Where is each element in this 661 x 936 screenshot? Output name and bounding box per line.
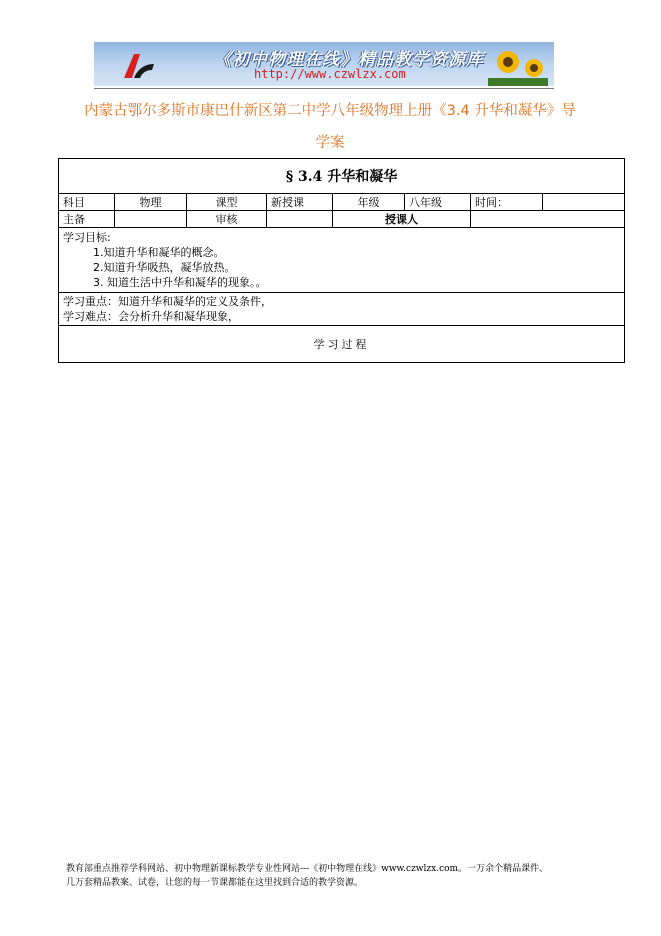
sunflower-icon <box>488 46 548 86</box>
logo-icon <box>122 50 156 80</box>
learning-goal-item: 1.知道升华和凝华的概念。 <box>93 246 225 259</box>
table-row <box>59 211 625 228</box>
document-title-line1: 内蒙古鄂尔多斯市康巴什新区第二中学八年级物理上册《3.4 升华和凝华》导 <box>84 103 576 119</box>
learning-goals-label: 学习目标: <box>63 231 111 244</box>
header-rule <box>94 88 554 89</box>
footer-line2: 几万套精品教案、试卷，让您的每一节课都能在这里找到合适的教学资源。 <box>66 878 364 888</box>
difficulty-text: 学习难点：会分析升华和凝华现象， <box>63 310 239 323</box>
lead-preparer-value <box>115 211 187 228</box>
learning-goals <box>59 228 625 293</box>
table-row <box>59 194 625 211</box>
grade-value: 八年级 <box>405 194 471 211</box>
lesson-plan-table <box>58 158 625 363</box>
subject-label: 科目 <box>59 194 115 211</box>
key-points <box>59 293 625 326</box>
reviewer-label: 审核 <box>187 211 267 228</box>
banner-title: 《初中物理在线》精品教学资源库 <box>214 50 484 70</box>
lesson-type-value: 新授课 <box>267 194 333 211</box>
time-value <box>543 194 625 211</box>
page-footer <box>66 862 606 890</box>
subject-value: 物理 <box>115 194 187 211</box>
document-title-line2: 学案 <box>315 135 345 151</box>
lead-preparer-label: 主备 <box>59 211 115 228</box>
learning-goal-item: 2.知道升华吸热，凝华放热。 <box>93 261 236 274</box>
header-banner <box>94 42 554 86</box>
learning-goal-item: 3. 知道生活中升华和凝华的现象。。 <box>93 276 267 289</box>
lesson-type-label: 课型 <box>187 194 267 211</box>
key-point-text: 学习重点：知道升华和凝华的定义及条件， <box>63 295 272 308</box>
teacher-label: 授课人 <box>333 211 471 228</box>
reviewer-value <box>267 211 333 228</box>
footer-line1: 教育部重点推荐学科网站、初中物理新课标教学专业性网站---《初中物理在线》www.czwlzx.com。一万余个精品课件、 <box>66 864 549 874</box>
time-label: 时间： <box>471 194 543 211</box>
teacher-value <box>471 211 625 228</box>
document-title <box>60 95 600 159</box>
learning-process-heading: 学习过程 <box>59 326 625 363</box>
section-heading: § 3.4 升华和凝华 <box>59 159 625 194</box>
banner-url: http://www.czwlzx.com <box>254 67 406 81</box>
grade-label: 年级 <box>333 194 405 211</box>
